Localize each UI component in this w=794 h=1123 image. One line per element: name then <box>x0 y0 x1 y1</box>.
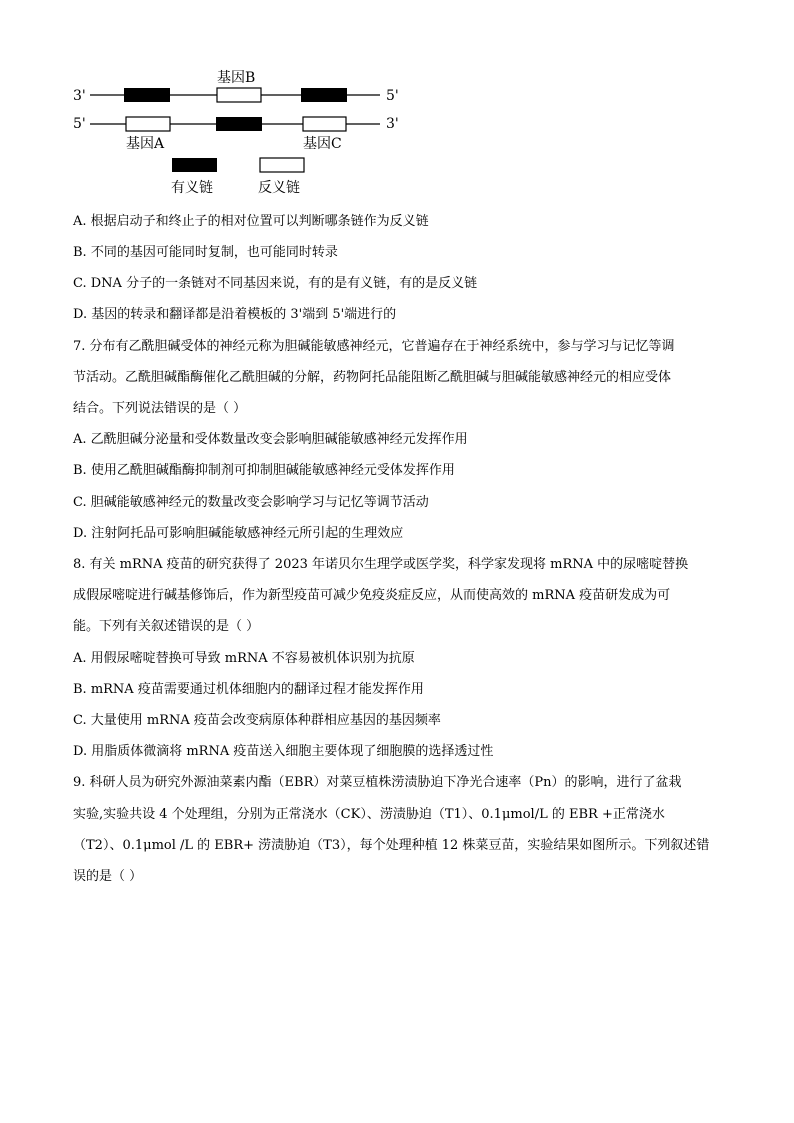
strand1-sense-block-a <box>124 88 170 102</box>
q7-option-b: B. 使用乙酰胆碱酯酶抑制剂可抑制胆碱能敏感神经元受体发挥作用 <box>73 463 455 478</box>
q9-stem-line3: （T2）、0.1μmol /L 的 EBR+ 涝渍胁迫（T3），每个处理种植 12 株菜豆苗，实验结果如图所示。下列叙述错 <box>73 838 710 853</box>
q6-option-b: B. 不同的基因可能同时复制，也可能同时转录 <box>73 245 338 260</box>
q7-option-a: A. 乙酰胆碱分泌量和受体数量改变会影响胆碱能敏感神经元发挥作用 <box>73 432 468 447</box>
legend-antisense-label: 反义链 <box>258 180 300 196</box>
q8-option-d: D. 用脂质体微滴将 mRNA 疫苗送入细胞主要体现了细胞膜的选择透过性 <box>73 744 494 759</box>
q7-stem-line1: 7. 分布有乙酰胆碱受体的神经元称为胆碱能敏感神经元，它普遍存在于神经系统中，参与学习与记忆等调 <box>73 339 675 354</box>
q6-option-a: A. 根据启动子和终止子的相对位置可以判断哪条链作为反义链 <box>73 214 429 229</box>
gene-a-label: 基因A <box>126 136 165 152</box>
legend-sense-swatch <box>172 158 217 172</box>
strand2-sense-block-b <box>216 117 262 131</box>
q6-option-d: D. 基因的转录和翻译都是沿着模板的 3'端到 5'端进行的 <box>73 307 397 322</box>
q8-option-a: A. 用假尿嘧啶替换可导致 mRNA 不容易被机体识别为抗原 <box>73 651 415 666</box>
gene-c-label: 基因C <box>303 136 342 152</box>
q9-stem-line1: 9. 科研人员为研究外源油菜素内酯（EBR）对菜豆植株涝渍胁迫下净光合速率（Pn）的影响，进行了盆栽 <box>73 775 682 790</box>
legend-antisense-swatch <box>260 158 304 172</box>
strand2-right-label: 3' <box>386 116 399 132</box>
strand2-antisense-block-c <box>303 117 346 131</box>
q8-option-c: C. 大量使用 mRNA 疫苗会改变病原体种群相应基因的基因频率 <box>73 713 441 728</box>
q6-option-c: C. DNA 分子的一条链对不同基因来说，有的是有义链，有的是反义链 <box>73 276 478 291</box>
q7-stem-line2: 节活动。乙酰胆碱酯酶催化乙酰胆碱的分解，药物阿托品能阻断乙酰胆碱与胆碱能敏感神经元的相应受体 <box>73 370 672 385</box>
strand1-antisense-block-b <box>217 88 261 102</box>
q8-stem-line2: 成假尿嘧啶进行碱基修饰后，作为新型疫苗可减少免疫炎症反应，从而使高效的 mRNA 疫苗研发成为可 <box>73 588 671 603</box>
strand2-antisense-block-a <box>126 117 170 131</box>
q8-option-b: B. mRNA 疫苗需要通过机体细胞内的翻译过程才能发挥作用 <box>73 682 424 697</box>
legend-sense-label: 有义链 <box>171 180 213 196</box>
gene-b-label: 基因B <box>217 70 256 86</box>
strand1-left-label: 3' <box>73 88 86 104</box>
q9-stem-line4: 误的是（ ） <box>73 869 143 884</box>
q8-stem-line1: 8. 有关 mRNA 疫苗的研究获得了 2023 年诺贝尔生理学或医学奖，科学家发现将 mRNA 中的尿嘧啶替换 <box>73 557 689 572</box>
q9-stem-line2: 实验,实验共设 4 个处理组，分别为正常浇水（CK）、涝渍胁迫（T1）、0.1μmol/L 的 EBR +正常浇水 <box>73 807 665 822</box>
q7-option-d: D. 注射阿托品可影响胆碱能敏感神经元所引起的生理效应 <box>73 526 404 541</box>
strand1-right-label: 5' <box>386 88 399 104</box>
q7-stem-line3: 结合。下列说法错误的是（ ） <box>73 401 247 416</box>
gene-strand-diagram <box>60 60 440 205</box>
q8-stem-line3: 能。下列有关叙述错误的是（ ） <box>73 619 260 634</box>
strand2-left-label: 5' <box>73 116 86 132</box>
strand1-sense-block-c <box>301 88 347 102</box>
q7-option-c: C. 胆碱能敏感神经元的数量改变会影响学习与记忆等调节活动 <box>73 495 429 510</box>
gene-strand-svg <box>60 60 440 205</box>
